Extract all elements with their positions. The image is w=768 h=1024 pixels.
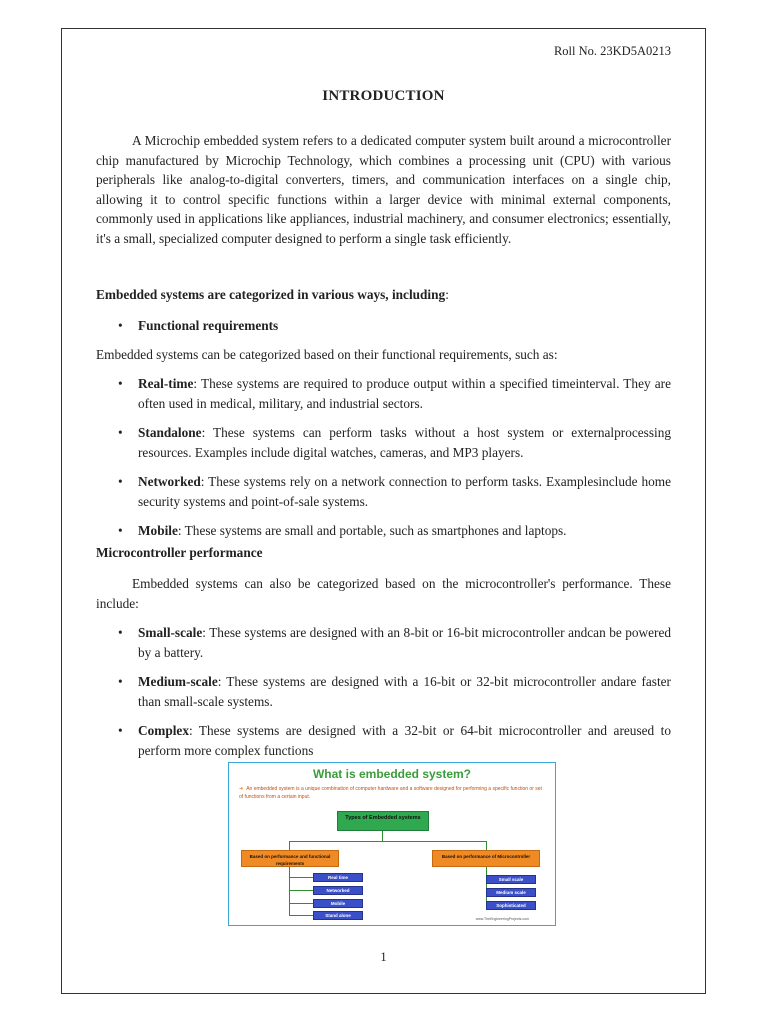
list-item [96, 472, 671, 511]
page-title: INTRODUCTION [322, 88, 445, 104]
diagram-definition-text: An embedded system is a unique combination of computer hardware and a software designed for performing a specific function or set of functions from a certain input. [239, 786, 542, 800]
diagram-leaf-node: Sophisticated [486, 901, 536, 910]
item-term: Small-scale [138, 625, 203, 640]
connector-line [486, 841, 487, 850]
functional-heading: Functional requirements [138, 318, 279, 333]
item-text: : These systems are required to produce output within a specified timeinterval. They are often used in medical, military, and industrial sectors. [138, 376, 671, 411]
list-item [96, 521, 671, 541]
diagram-leaf-node: Small scale [486, 875, 536, 884]
functional-heading-list [96, 316, 671, 336]
list-item [96, 423, 671, 462]
bullet-icon: • [118, 723, 123, 738]
list-item [96, 374, 671, 413]
performance-heading: Microcontroller performance [96, 545, 263, 560]
performance-description: Embedded systems can also be categorized based on the microcontroller's performance. These include: [96, 576, 671, 611]
bullet-icon: • [118, 523, 123, 538]
bullet-icon: • [118, 376, 123, 391]
connector-line [289, 903, 313, 904]
diagram-left-branch: Based on performance and functional requirements [241, 850, 339, 867]
bullet-icon: • [118, 674, 123, 689]
item-term: Real-time [138, 376, 194, 391]
page-number: 1 [380, 950, 387, 964]
diagram-leaf-node: Medium scale [486, 888, 536, 897]
performance-list [96, 623, 671, 770]
arrow-icon: ➜ [239, 786, 244, 792]
functional-list [96, 374, 671, 551]
list-item [96, 623, 671, 662]
bullet-icon: • [118, 474, 123, 489]
item-term: Standalone [138, 425, 202, 440]
item-text: : These systems are designed with a 32-bit or 64-bit microcontroller and areused to perform more complex functions [138, 723, 671, 758]
diagram-leaf-node: Mobile [313, 899, 363, 908]
connector-line [289, 890, 313, 891]
item-text: : These systems are small and portable, such as smartphones and laptops. [177, 523, 567, 538]
diagram-right-branch: Based on performance of Microcontroller [432, 850, 540, 867]
diagram-leaf-node: Networked [313, 886, 363, 895]
categories-heading-text: Embedded systems are categorized in various ways, including [96, 287, 446, 302]
diagram-definition [239, 785, 545, 801]
item-term: Complex [138, 723, 189, 738]
intro-paragraph: A Microchip embedded system refers to a dedicated computer system built around a microcontroller chip manufactured by Microchip Technology, which combines a processing unit (CPU) with various peripherals like analog-to-digital converters, timers, and communication interfaces on a single chip, allowing it to control specific functions within a larger device with minimal external components, commonly used in applications like appliances, industrial machinery, and consumer electronics; essentially, it's a small, specialized computer designed to perform a single task efficiently. [96, 133, 671, 246]
bullet-icon: • [118, 625, 123, 640]
connector-line [289, 867, 290, 915]
item-text: : These systems are designed with an 8-bit or 16-bit microcontroller andcan be powered by a battery. [138, 625, 671, 660]
diagram-title: What is embedded system? [312, 767, 472, 781]
item-text: : These systems are designed with a 16-bit or 32-bit microcontroller andare faster than small-scale systems. [138, 674, 671, 709]
item-text: : These systems can perform tasks without a host system or externalprocessing resources. Examples include digital watches, cameras, and MP3 players. [138, 425, 671, 460]
connector-line [289, 841, 290, 850]
diagram-leaf-node: Real time [313, 873, 363, 882]
categories-heading [96, 287, 449, 303]
item-text: : These systems rely on a network connection to perform tasks. Examplesinclude home security systems and point-of-sale systems. [138, 474, 671, 509]
connector-line [289, 841, 487, 842]
item-term: Mobile [138, 523, 178, 538]
diagram-source-url: www.TheEngineeringProjects.com [475, 917, 529, 921]
diagram-root-node: Types of Embedded systems [337, 811, 429, 831]
list-item [96, 672, 671, 711]
functional-description: Embedded systems can be categorized based on their functional requirements, such as: [96, 347, 558, 362]
list-item [96, 721, 671, 760]
item-term: Networked [138, 474, 201, 489]
connector-line [289, 915, 313, 916]
embedded-systems-diagram [228, 762, 556, 926]
bullet-icon: • [118, 425, 123, 440]
item-term: Medium-scale [138, 674, 218, 689]
connector-line [289, 877, 313, 878]
diagram-leaf-node: Stand alone [313, 911, 363, 920]
bullet-icon: • [118, 318, 123, 333]
categories-colon: : [445, 287, 449, 302]
connector-line [382, 831, 383, 841]
roll-number: Roll No. 23KD5A0213 [553, 44, 671, 58]
list-item [96, 316, 671, 336]
